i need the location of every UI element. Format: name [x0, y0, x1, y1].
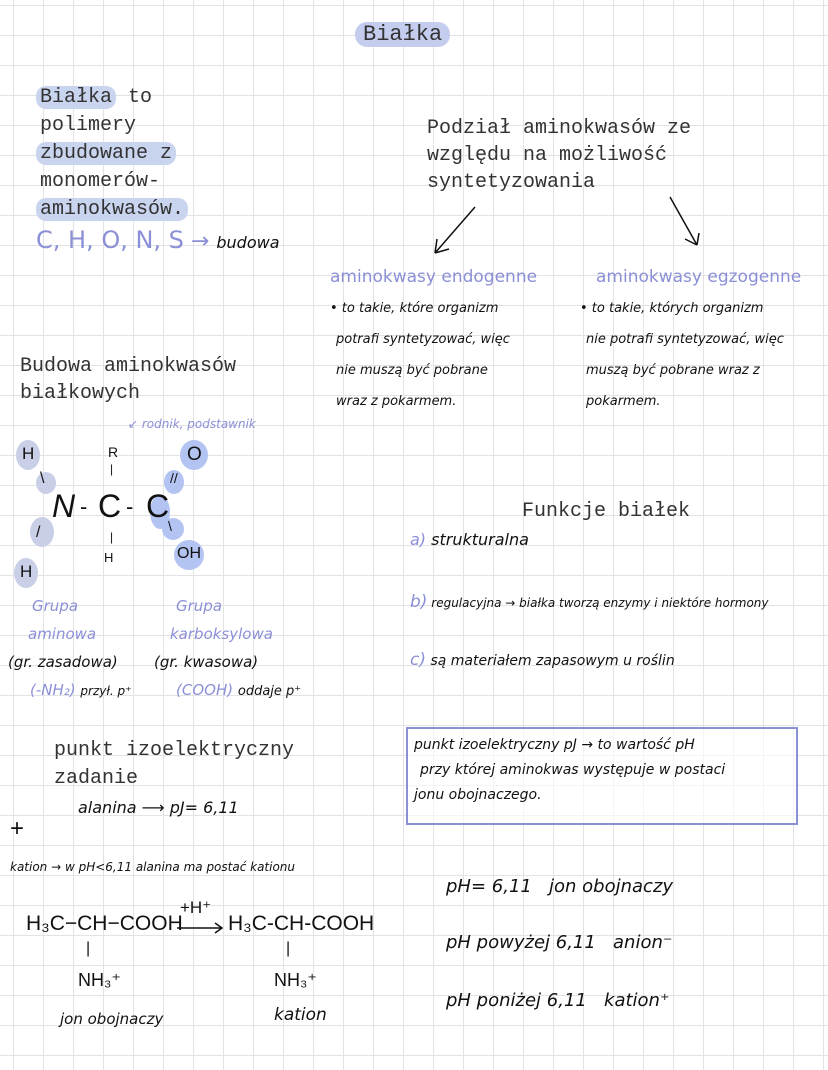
atom-c: C	[98, 488, 122, 524]
function-item: c) są materiałem zapasowym u roślin	[410, 650, 675, 670]
endogenous-block: aminokwasy endogenne • to takie, które organizm potrafi syntetyzować, więc nie muszą być pobrane wraz z pokarmem.	[330, 267, 538, 409]
nh3-right: NH₃⁺	[274, 970, 317, 990]
atom-h: H	[22, 444, 35, 463]
atom-h: H	[104, 550, 114, 565]
function-item: a) strukturalna	[410, 530, 529, 549]
arrow-icon: →	[190, 229, 210, 254]
elements-line	[36, 226, 280, 254]
ph-list	[446, 858, 673, 1030]
intro-text	[36, 84, 188, 224]
amino-group: Grupa aminowa (gr. zasadowa) (-NH₂) przył. p⁺	[8, 597, 132, 699]
text: monomerów-	[40, 170, 161, 193]
task-heading: punkt izoelektryczny zadanie	[54, 739, 295, 790]
cation-line: kation → w pH<6,11 alanina ma postać kationu	[10, 860, 296, 874]
arrow-label: +H⁺	[180, 898, 212, 917]
plus-mark: +	[10, 815, 25, 842]
highlight-term: zbudowane z	[36, 142, 176, 165]
ph-item: pH poniżej 6,11 kation⁺	[446, 990, 670, 1011]
text: to	[116, 86, 153, 109]
nh3-left: NH₃⁺	[78, 970, 121, 990]
exogenous-block: aminokwasy egzogenne • to takie, których organizm nie potrafi syntetyzować, więc muszą być pobrane wraz z pokarmem.	[580, 267, 802, 409]
ph-item: pH powyżej 6,11 anion⁻	[446, 932, 673, 953]
reaction-arrow-icon	[175, 922, 225, 934]
task-given: alanina ⟶ pJ= 6,11	[78, 798, 239, 817]
carboxyl-group: Grupa karboksylowa (gr. kwasowa) (COOH) oddaje p⁺	[154, 597, 302, 699]
text: polimery	[40, 114, 137, 137]
atom-c: C	[146, 488, 170, 524]
split-arrows-icon	[425, 195, 715, 260]
formula-left: H₃C−CH−COOH	[26, 912, 183, 935]
page-title: Białka	[355, 22, 450, 47]
atom-n: N	[52, 488, 76, 524]
formula-right: H₃C-CH-COOH	[228, 912, 375, 935]
function-item: b) regulacyjna → białka tworzą enzymy i niektóre hormony	[410, 592, 769, 612]
ph-item: pH= 6,11 jon obojnaczy	[446, 876, 674, 897]
atom-h: H	[20, 562, 33, 581]
structure-heading: Budowa aminokwasów białkowych	[20, 355, 237, 405]
right-caption: kation	[274, 1005, 327, 1025]
highlight-term: Białka	[36, 86, 116, 109]
functions-heading: Funkcje białek	[522, 500, 691, 523]
highlight-term: aminokwasów.	[36, 198, 188, 221]
annotation-label: ↙ rodnik, podstawnik	[128, 417, 256, 431]
elements: C, H, O, N, S	[36, 226, 184, 254]
left-caption: jon obojnaczy	[60, 1010, 164, 1028]
division-heading: Podział aminokwasów ze względu na możliwość syntetyzowania	[427, 117, 692, 194]
elements-note: budowa	[216, 233, 280, 252]
atom-r: R	[108, 444, 119, 460]
atom-oh: OH	[177, 545, 201, 562]
isoelectric-definition-box: punkt izoelektryczny pJ → to wartość pH przy której aminokwas występuje w postaci jonu obojnaczego.	[406, 727, 798, 825]
atom-o: O	[187, 444, 202, 465]
